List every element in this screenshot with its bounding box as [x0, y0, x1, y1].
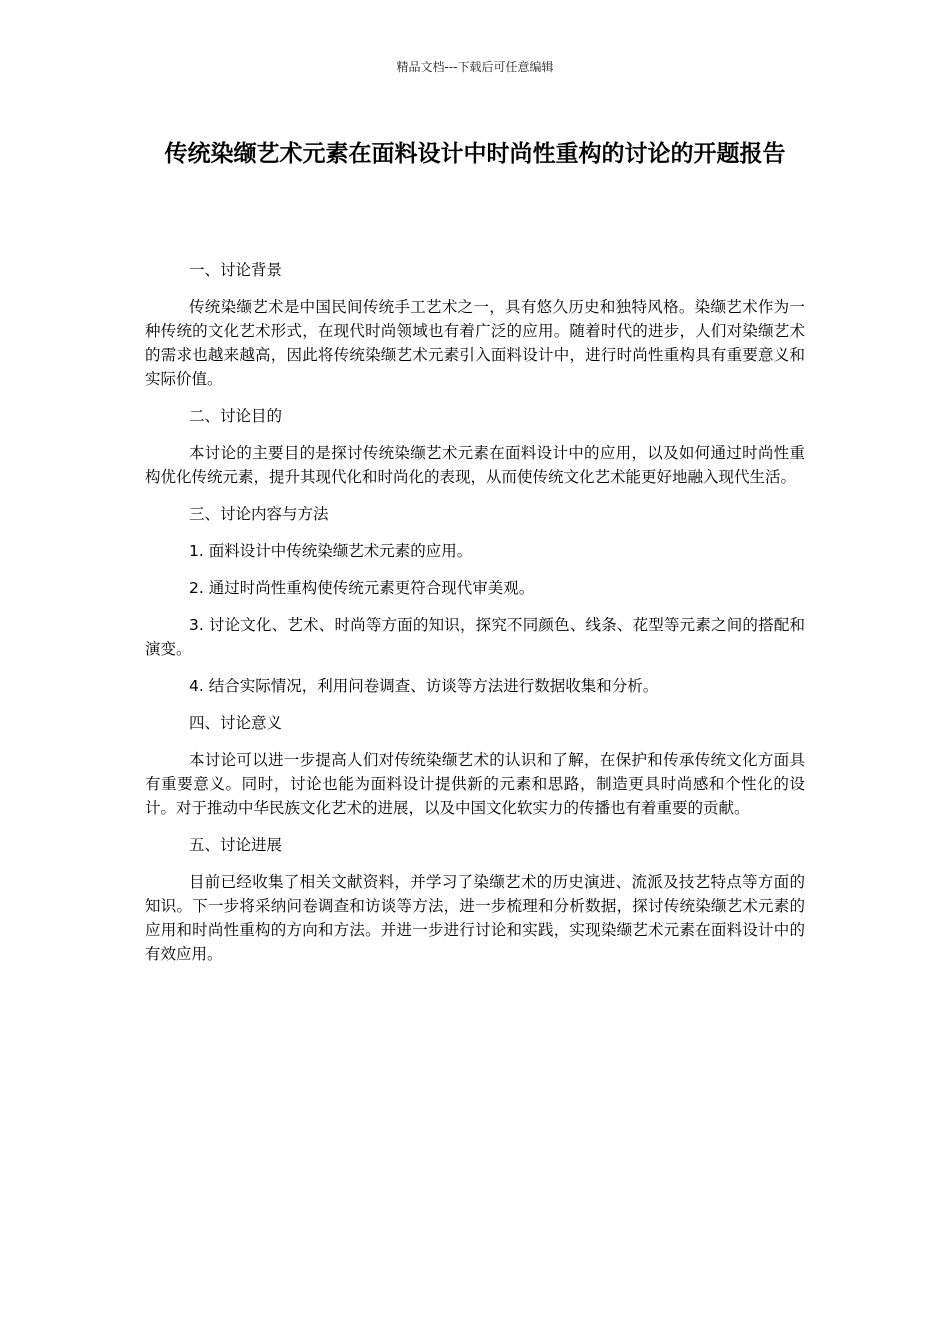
significance-paragraph: 本讨论可以进一步提高人们对传统染缬艺术的认识和了解，在保护和传承传统文化方面具有重要意义。同时，讨论也能为面料设计提供新的元素和思路，制造更具时尚感和个性化的设计。对于推动中华民族文化艺术的进展，以及中国文化软实力的传播也有着重要的贡献。: [145, 751, 805, 817]
background-paragraph: 传统染缬艺术是中国民间传统手工艺术之一，具有悠久历史和独特风格。染缬艺术作为一种传统的文化艺术形式，在现代时尚领域也有着广泛的应用。随着时代的进步，人们对染缬艺术的需求也越来越高，因此将传统染缬艺术元素引入面料设计中，进行时尚性重构具有重要意义和实际价值。: [145, 298, 805, 388]
content-item-4: 4. 结合实际情况，利用问卷调查、访谈等方法进行数据收集和分析。: [189, 677, 659, 695]
section-heading-progress: 五、讨论进展: [189, 836, 283, 854]
section-heading-content-methods: 三、讨论内容与方法: [189, 505, 329, 523]
content-item-1: 1. 面料设计中传统染缬艺术元素的应用。: [189, 542, 473, 560]
content-item-2: 2. 通过时尚性重构使传统元素更符合现代审美观。: [189, 579, 535, 597]
purpose-paragraph: 本讨论的主要目的是探讨传统染缬艺术元素在面料设计中的应用，以及如何通过时尚性重构优化传统元素，提升其现代化和时尚化的表现，从而使传统文化艺术能更好地融入现代生活。: [145, 444, 805, 486]
progress-paragraph: 目前已经收集了相关文献资料，并学习了染缬艺术的历史演进、流派及技艺特点等方面的知识。下一步将采纳问卷调查和访谈等方法，进一步梳理和分析数据，探讨传统染缬艺术元素的应用和时尚性重构的方向和方法。并进一步进行讨论和实践，实现染缬艺术元素在面料设计中的有效应用。: [145, 873, 805, 963]
page-header: 精品文档---下载后可任意编辑: [396, 60, 554, 74]
document-title: 传统染缬艺术元素在面料设计中时尚性重构的讨论的开题报告: [164, 141, 786, 167]
content-item-3: 3. 讨论文化、艺术、时尚等方面的知识，探究不同颜色、线条、花型等元素之间的搭配和演变。: [145, 616, 805, 658]
document-body: [145, 258, 805, 979]
section-heading-purpose: 二、讨论目的: [189, 407, 283, 425]
section-heading-significance: 四、讨论意义: [189, 714, 283, 732]
section-heading-background: 一、讨论背景: [189, 261, 283, 279]
